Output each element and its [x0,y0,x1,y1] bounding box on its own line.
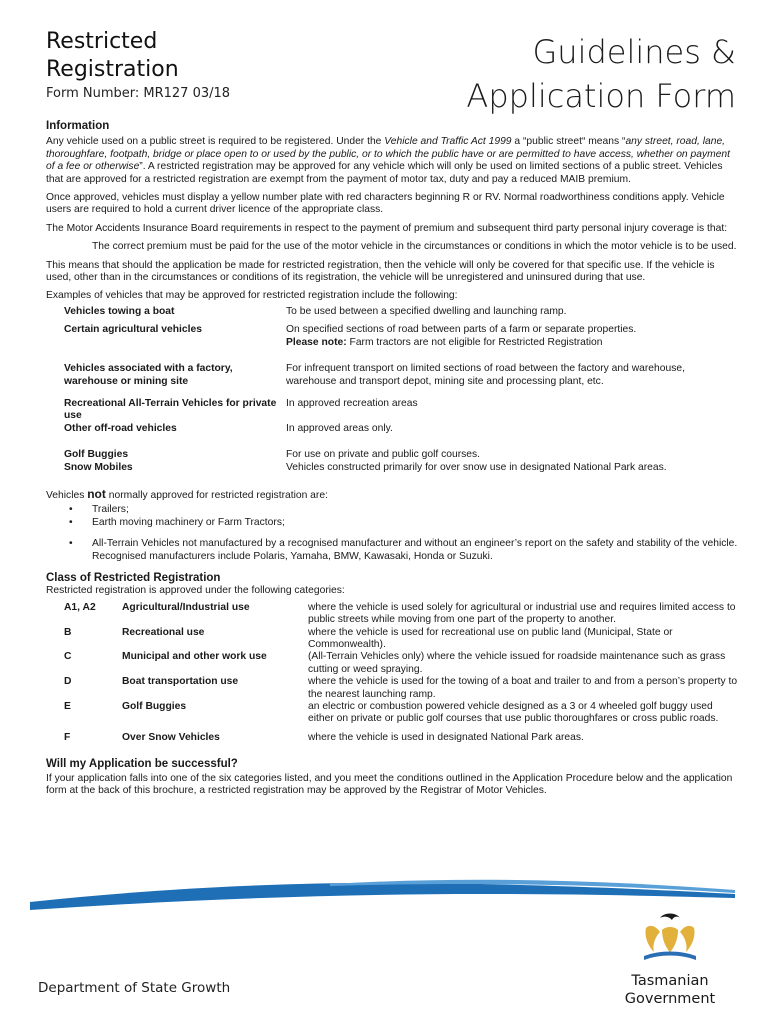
not-approved-intro [46,488,738,502]
table-row [64,651,740,676]
not-approved-list [46,504,738,563]
vehicle-use-text: On specified sections of road between parts of a farm or separate properties. [286,324,637,336]
class-name: Municipal and other work use [122,651,267,663]
class-code: F [64,731,71,743]
information-paragraph-5: This means that should the application be made for restricted registration, then the vehicle will only be covered for that specific use. If the vehicle is used, other than in the circumstances or conditions of its registration, the vehicle will be unregistered and uninsured during that use. [46,259,715,284]
class-description: where the vehicle is used for recreational use on public land (Municipal, State or Commonwealth). [308,626,673,650]
vehicle-type: Snow Mobiles [64,461,133,473]
class-description: where the vehicle is used for the towing of a boat and trailer to and from a person’s property to the nearest launching ramp. [308,676,738,700]
not-emphasis: not [87,486,106,501]
table-row [64,318,738,349]
vehicle-type: Recreational All-Terrain Vehicles for private use [64,397,277,422]
header-left [46,28,230,101]
class-description: an electric or combustion powered vehicle designed as a 3 or 4 wheeled golf buggy used either on private or public golf courses that use public thoroughfares or cross public roads. [308,701,719,725]
vehicle-type: Vehicles towing a boat [64,305,175,317]
table-row [64,435,738,461]
class-description: (All-Terrain Vehicles only) where the vehicle issued for roadside maintenance such as grass cutting or weed spraying. [308,651,726,675]
success-text: If your application falls into one of the six categories listed, and you meet the conditions outlined in the Application Procedure below and the application form at the back of this brochure, a restricted registration may be approved by the Registrar of Motor Vehicles. [46,772,733,797]
examples-table [64,306,738,474]
logo-mane-right [680,926,695,952]
vehicle-use: To be used between a specified dwelling and launching ramp. [286,305,567,317]
main-content [46,120,738,803]
note-label: Please note: [286,336,347,348]
table-row [64,726,740,744]
title-line-1: Restricted [46,29,158,54]
not-approved-text-a: Vehicles [46,489,88,501]
not-approved-text-b: normally approved for restricted registration are: [105,489,328,501]
vehicle-use: For use on private and public golf courses. [286,449,481,461]
logo-water [644,952,696,961]
class-description: where the vehicle is used in designated National Park areas. [308,731,584,743]
information-paragraph-3: The Motor Accidents Insurance Board requirements in respect to the payment of premium and subsequent third party personal injury coverage is that: [46,222,728,234]
p1-text-a: Any vehicle used on a public street is required to be registered. Under the [46,136,385,148]
gov-line-2: Government [624,991,716,1007]
class-code: B [64,626,72,638]
table-row [64,388,738,423]
table-row [64,349,738,388]
logo-face [662,927,678,952]
title-line-2: Registration [46,57,179,82]
vehicle-type: Other off-road vehicles [64,422,177,434]
class-name: Recreational use [122,626,205,638]
class-name: Boat transportation use [122,676,239,688]
class-table [64,602,740,744]
class-code: D [64,676,72,688]
table-row [64,602,740,627]
note-text: Farm tractors are not eligible for Restricted Registration [346,336,603,348]
information-paragraph-2: Once approved, vehicles must display a yellow number plate with red characters beginning R or RV. Normal roadworthiness conditions apply. Vehicle users are required to hold a current driver licence of the appropriate class. [46,192,725,216]
class-name: Over Snow Vehicles [122,731,220,743]
p1-text-c: ”. A restricted registration may be approved for any vehicle which will only be used on limited sections of a public street. Vehicles that are approved for a restricted registration are exempt from the payment of motor tax, duty and pay a reduced MAIB premium. [46,161,723,185]
class-code: C [64,651,72,663]
table-row [64,423,738,435]
table-row [64,306,738,318]
form-number: Form Number: MR127 03/18 [46,86,231,101]
table-row [64,627,740,652]
class-code: E [64,701,71,713]
information-heading: Information [46,120,110,132]
logo-head [660,914,680,921]
vehicle-use: For infrequent transport on limited sections of road between the factory and warehouse, warehouse and transport depot, mining site and processing plant, etc. [286,363,685,387]
table-row [64,676,740,701]
table-row [64,462,738,474]
class-description: where the vehicle is used solely for agricultural or industrial use and requires limited access to public streets while moving from one part of the property to another. [308,601,736,626]
table-row [64,701,740,726]
information-paragraph-6: Examples of vehicles that may be approved for restricted registration include the following: [46,290,458,302]
header-right [466,30,736,118]
public-street-definition: any street, road, lane, thoroughfare, footpath, bridge or place open to or used by the public, or to which the public have or are permitted to have access, whether on payment of a fee or otherwise [46,136,731,173]
vehicle-use: Vehicles constructed primarily for over snow use in designated National Park areas. [286,461,667,473]
success-heading: Will my Application be successful? [46,758,238,771]
vehicle-type: Vehicles associated with a factory, warehouse or mining site [64,363,233,387]
doc-title-line-1: Guidelines & [532,33,736,71]
list-item: • Earth moving machinery or Farm Tractors; [46,517,738,529]
department-name: Department of State Growth [38,980,231,996]
class-name: Golf Buggies [122,701,187,713]
doc-title-line-2: Application Form [466,77,736,115]
class-intro: Restricted registration is approved under the following categories: [46,585,345,597]
tasmanian-government-logo [610,908,730,1007]
list-item: • Trailers; [46,504,738,516]
class-code: A1, A2 [64,601,96,613]
list-item: • All-Terrain Vehicles not manufactured by a recognised manufacturer and without an engineer’s report on the safety and stability of the vehicle. Recognised manufacturers include Polaris, Yamaha, BMW, Kawasaki, Honda or Suzuki. [46,538,738,563]
vehicle-type: Certain agricultural vehicles [64,324,202,336]
information-paragraph-1 [46,136,738,186]
gov-line-1: Tasmanian [631,973,709,989]
vehicle-type: Golf Buggies [64,449,129,461]
class-heading: Class of Restricted Registration [46,571,221,584]
vehicle-use: In approved recreation areas [286,397,418,409]
information-quote: The correct premium must be paid for the use of the motor vehicle in the circumstances or conditions in which the motor vehicle is to be used. [92,241,737,253]
vehicle-use: In approved areas only. [286,422,393,434]
logo-mane-left [645,926,660,952]
p1-text-b: a “public street“ means “ [511,136,626,148]
vehicle-use [286,318,738,349]
class-name: Agricultural/Industrial use [122,601,250,613]
thylacine-emblem-icon [638,908,702,966]
act-name: Vehicle and Traffic Act 1999 [384,136,512,148]
